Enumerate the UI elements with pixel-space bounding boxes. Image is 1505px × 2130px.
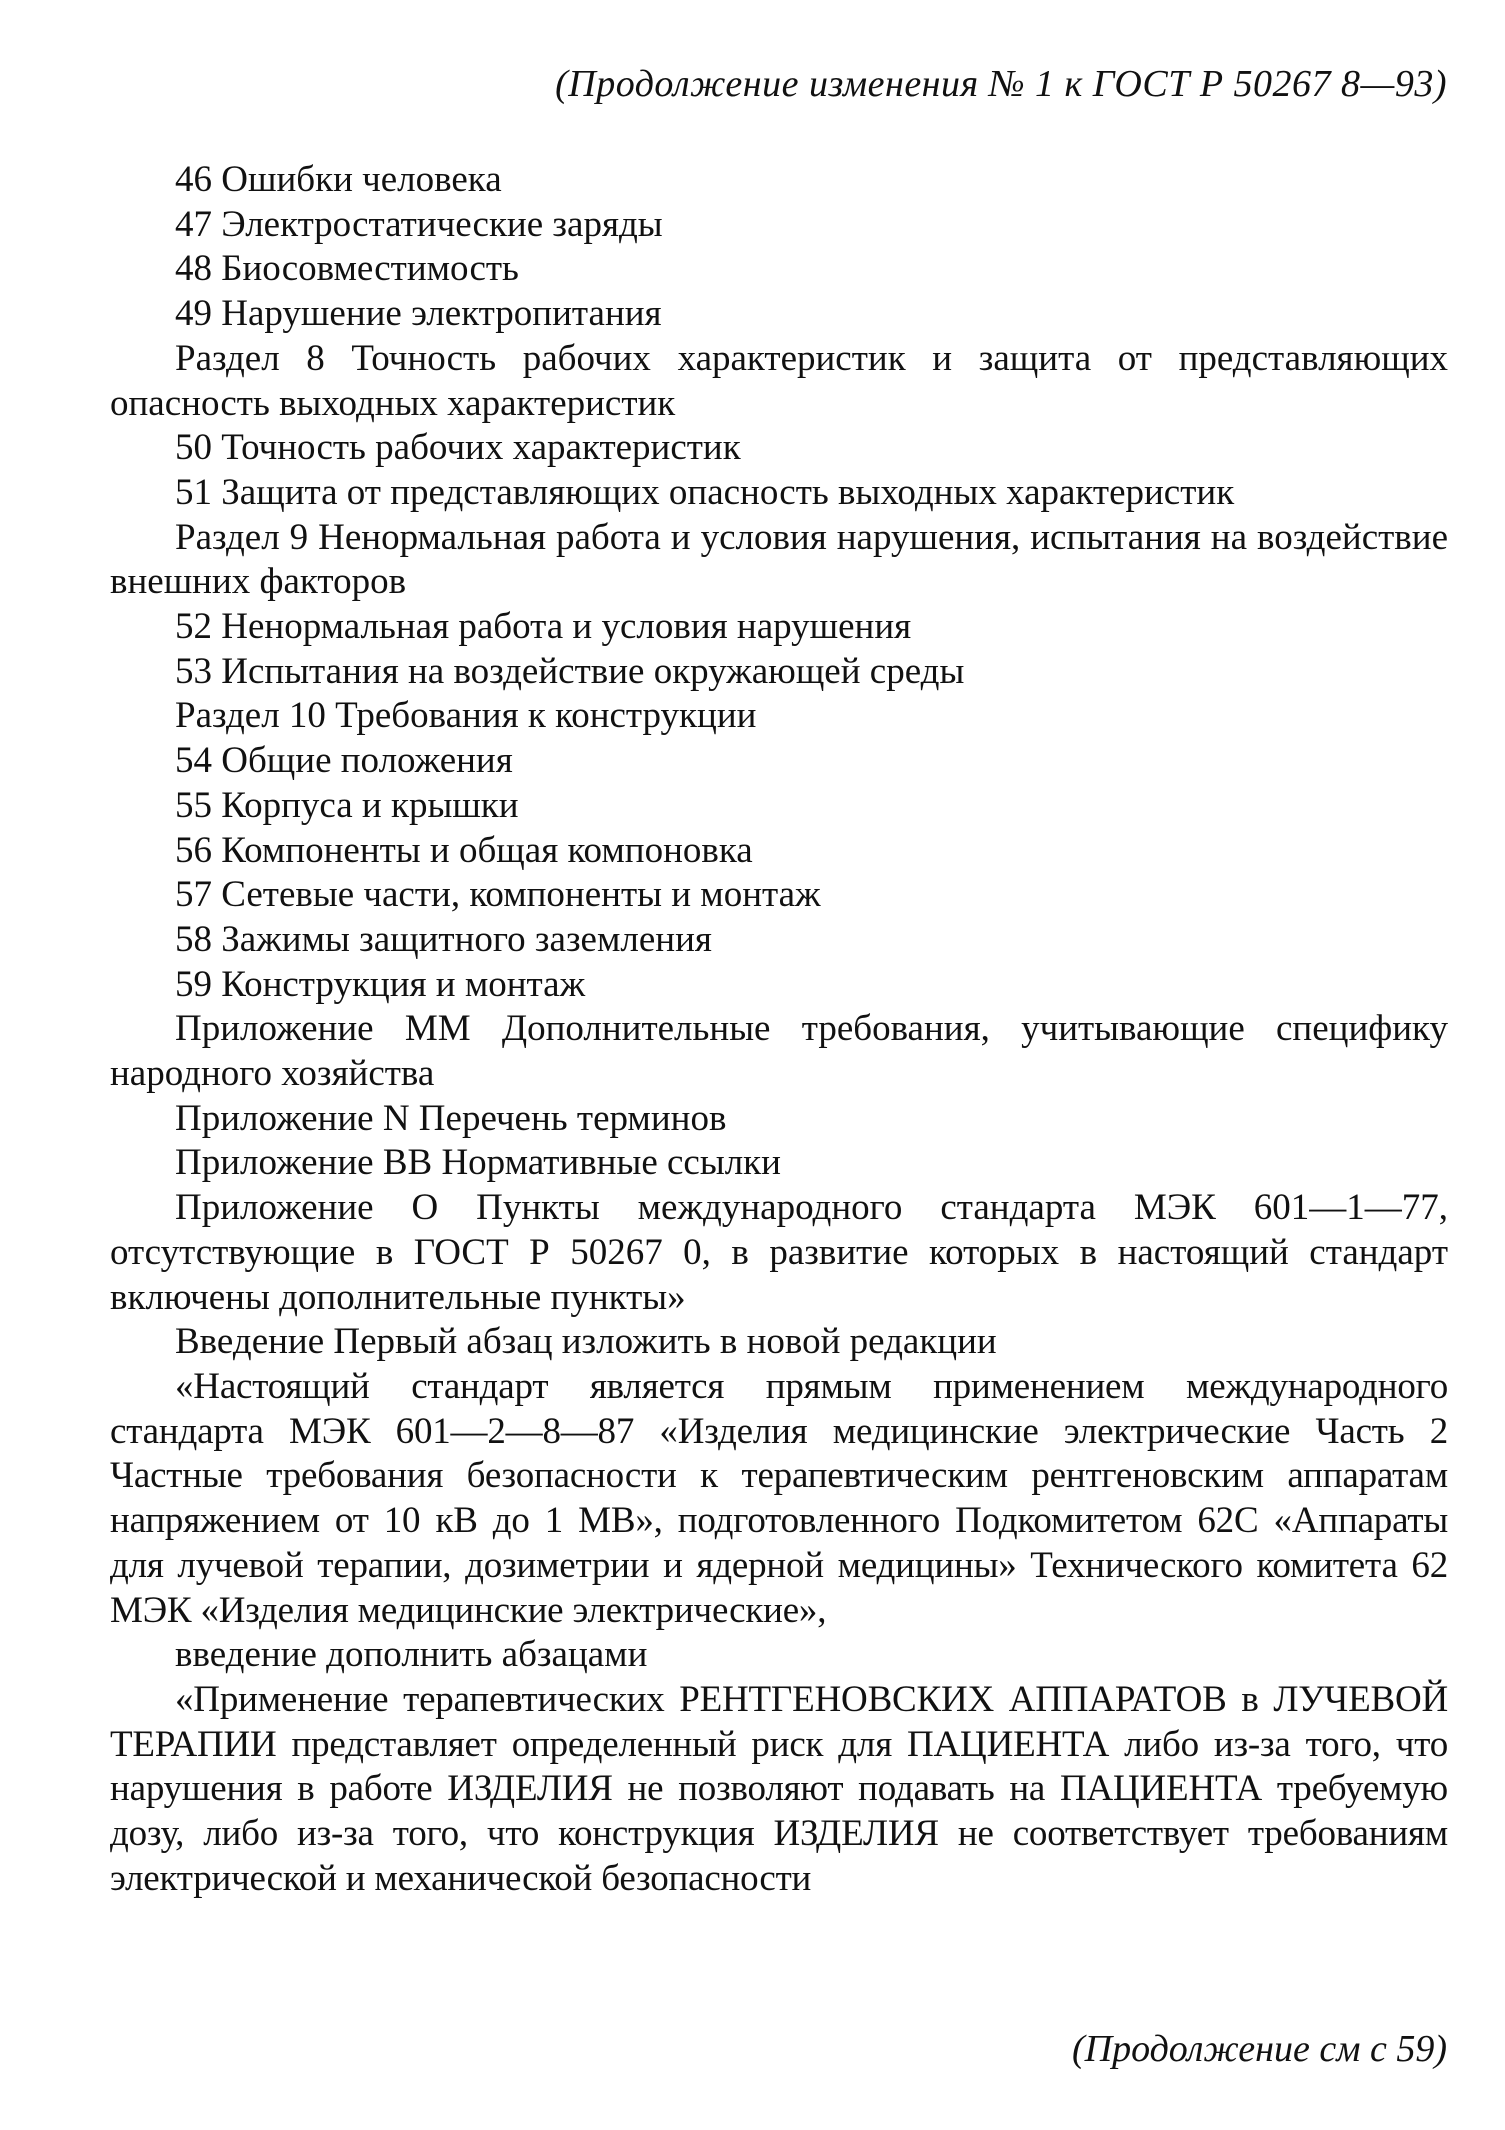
paragraph: 50 Точность рабочих характеристик [175, 427, 741, 469]
paragraph: 59 Конструкция и монтаж [175, 963, 586, 1005]
paragraph: 54 Общие положения [175, 740, 513, 782]
page-header: (Продолжение изменения № 1 к ГОСТ Р 50267 8—93) [555, 63, 1447, 105]
section-heading: Раздел 8 Точность рабочих характеристик и защита от представляющих опасность выходных характеристик [110, 337, 1448, 424]
section-heading: Раздел 9 Ненормальная работа и условия нарушения, испытания на воздействие внешних факторов [110, 516, 1448, 603]
paragraph: введение дополнить абзацами [175, 1634, 648, 1676]
paragraph: 57 Сетевые части, компоненты и монтаж [175, 874, 821, 916]
paragraph: 49 Нарушение электропитания [175, 293, 662, 335]
paragraph: 46 Ошибки человека [175, 159, 502, 200]
page-footer: (Продолжение см с 59) [1071, 2028, 1447, 2070]
paragraph: 52 Ненормальная работа и условия нарушения [175, 606, 912, 648]
appendix-entry: Приложение ММ Дополнительные требования, учитывающие специфику народного хозяйства [110, 1008, 1448, 1095]
paragraph: «Применение терапевтических РЕНТГЕНОВСКИХ АППАРАТОВ в ЛУЧЕВОЙ ТЕРАПИИ представляет определенный риск для ПАЦИЕНТА либо из-за того, что нарушения в работе ИЗДЕЛИЯ не позволяют подавать на ПАЦИЕНТА требуемую дозу, либо из-за того, что конструкция ИЗДЕЛИЯ не соответствует требованиям электрической и механической безопасности [110, 1678, 1448, 1899]
paragraph: 47 Электростатические заряды [175, 203, 663, 245]
paragraph: 55 Корпуса и крышки [175, 784, 519, 826]
section-heading: Раздел 10 Требования к конструкции [175, 695, 757, 737]
document-body [110, 158, 1448, 1901]
paragraph: 53 Испытания на воздействие окружающей среды [175, 650, 965, 692]
paragraph: 58 Зажимы защитного заземления [175, 918, 712, 960]
appendix-entry: Приложение О Пункты международного стандарта МЭК 601—1—77, отсутствующие в ГОСТ Р 50267 0, в развитие которых в настоящий стандарт включены дополнительные пункты» [110, 1187, 1448, 1318]
paragraph: 48 Биосовместимость [175, 248, 519, 290]
paragraph: 51 Защита от представляющих опасность выходных характеристик [175, 471, 1235, 513]
appendix-entry: Приложение N Перечень терминов [175, 1097, 727, 1139]
appendix-entry: Приложение ВВ Нормативные ссылки [175, 1142, 781, 1184]
paragraph: 56 Компоненты и общая компоновка [175, 829, 753, 871]
paragraph: «Настоящий стандарт является прямым применением международного стандарта МЭК 601—2—8—87 «Изделия медицинские электрические Часть 2 Частные требования безопасности к терапевтическим рентгеновским аппаратам напряжением от 10 кВ до 1 МВ», подготовленного Подкомитетом 62С «Аппараты для лучевой терапии, дозиметрии и ядерной медицины» Технического комитета 62 МЭК «Изделия медицинские электрические», [110, 1365, 1448, 1631]
paragraph: Введение Первый абзац изложить в новой редакции [175, 1321, 997, 1363]
